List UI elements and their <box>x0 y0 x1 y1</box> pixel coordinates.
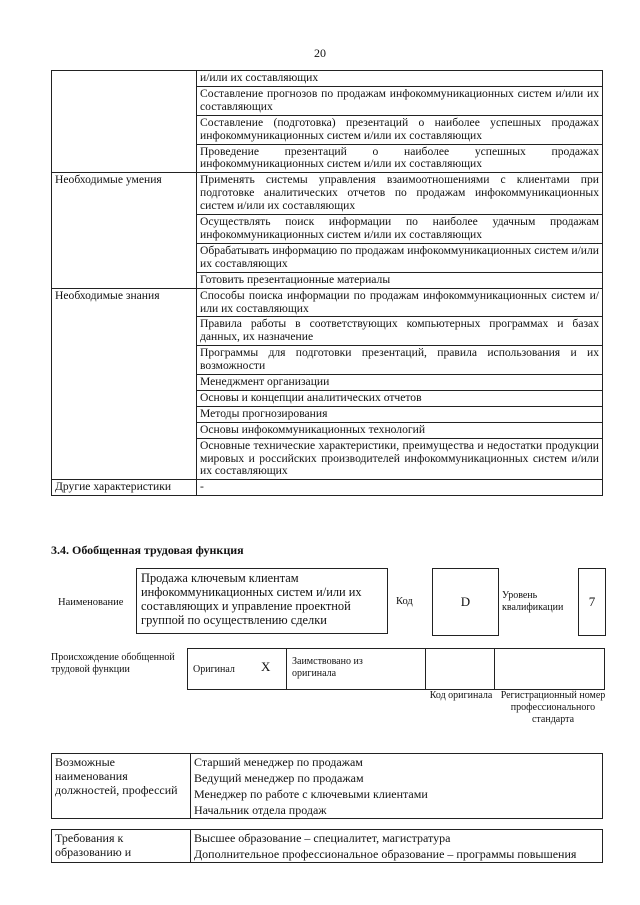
table-row <box>52 288 603 317</box>
divider <box>494 649 495 689</box>
code-label: Код <box>396 596 413 607</box>
table-cell: Методы прогнозирования <box>197 406 603 422</box>
table-row <box>52 830 603 847</box>
table-cell: Основные технические характеристики, преимущества и недостатки продукции мировых и российских производителей инфокоммуникационных систем и/или их составляющих <box>197 438 603 480</box>
borrowed-label: Заимствовано из оригинала <box>292 656 363 679</box>
table-cell: Проведение презентаций о наиболее успешных продажах инфокоммуникационных систем и/или их составляющих <box>197 144 603 173</box>
level-value: 7 <box>578 568 606 636</box>
skills-knowledge-table <box>51 70 603 496</box>
name-label: Наименование <box>58 597 124 608</box>
knowledge-label: Необходимые знания <box>52 288 197 480</box>
original-label: Оригинал <box>193 664 235 675</box>
table-cell: Осуществлять поиск информации по наиболее удачным продажам инфокоммуникационных систем и/или их составляющих <box>197 215 603 244</box>
table-cell: Готовить презентационные материалы <box>197 272 603 288</box>
table-row <box>52 480 603 496</box>
education-table <box>51 829 603 863</box>
level-label: Уровень квалификации <box>502 590 564 613</box>
table-cell: Обрабатывать информацию по продажам инфокоммуникационных систем и/или их составляющих <box>197 243 603 272</box>
table-cell: Составление прогнозов по продажам инфокоммуникационных систем и/или их составляющих <box>197 86 603 115</box>
skills-label: Необходимые умения <box>52 173 197 288</box>
table-cell: Правила работы в соответствующих компьютерных программах и базах данных, их назначение <box>197 317 603 346</box>
divider <box>286 649 287 689</box>
code-value: D <box>432 568 499 636</box>
page-number: 20 <box>314 46 326 60</box>
section-heading: 3.4. Обобщенная трудовая функция <box>51 543 244 557</box>
table-cell: Составление (подготовка) презентаций о наиболее успешных продажах инфокоммуникационных систем и/или их составляющих <box>197 115 603 144</box>
table-row <box>52 71 603 87</box>
table-cell: Программы для подготовки презентаций, правила использования и их возможности <box>197 346 603 375</box>
table-cell: Высшее образование – специалитет, магистратура <box>191 830 603 847</box>
table-cell: Основы и концепции аналитических отчетов <box>197 390 603 406</box>
original-mark: X <box>261 659 271 674</box>
table-cell: и/или их составляющих <box>197 71 603 87</box>
table-cell: Дополнительное профессиональное образование – программы повышения <box>191 846 603 863</box>
education-label: Требования к образованию и <box>52 830 191 863</box>
empty-label-cell <box>52 71 197 173</box>
other-label: Другие характеристики <box>52 480 197 496</box>
table-row <box>52 173 603 215</box>
divider <box>425 649 426 689</box>
reg-number-label: Регистрационный номер профессионального стандарта <box>500 690 606 725</box>
table-cell: Применять системы управления взаимоотношениями с клиентами при подготовке аналитических отчетов по продажам инфокоммуникационных систем и/или их составляющих <box>197 173 603 215</box>
function-name: Продажа ключевым клиентам инфокоммуникационных систем и/или их составляющих и управление проектной группой по осуществлению сделки <box>136 568 388 634</box>
table-cell: Старший менеджер по продажам <box>191 754 603 771</box>
table-cell: Способы поиска информации по продажам инфокоммуникационных систем и/или их составляющих <box>197 288 603 317</box>
table-cell: Начальник отдела продаж <box>191 802 603 819</box>
code-original-label: Код оригинала <box>429 690 493 701</box>
table-cell: Ведущий менеджер по продажам <box>191 770 603 786</box>
origin-label: Происхождение обобщенной трудовой функции <box>51 652 175 675</box>
table-cell: Менеджмент организации <box>197 375 603 391</box>
positions-label: Возможные наименования должностей, профессий <box>52 754 191 819</box>
table-row <box>52 754 603 771</box>
positions-table <box>51 753 603 819</box>
table-cell: - <box>197 480 603 496</box>
table-cell: Основы инфокоммуникационных технологий <box>197 422 603 438</box>
table-cell: Менеджер по работе с ключевыми клиентами <box>191 786 603 802</box>
